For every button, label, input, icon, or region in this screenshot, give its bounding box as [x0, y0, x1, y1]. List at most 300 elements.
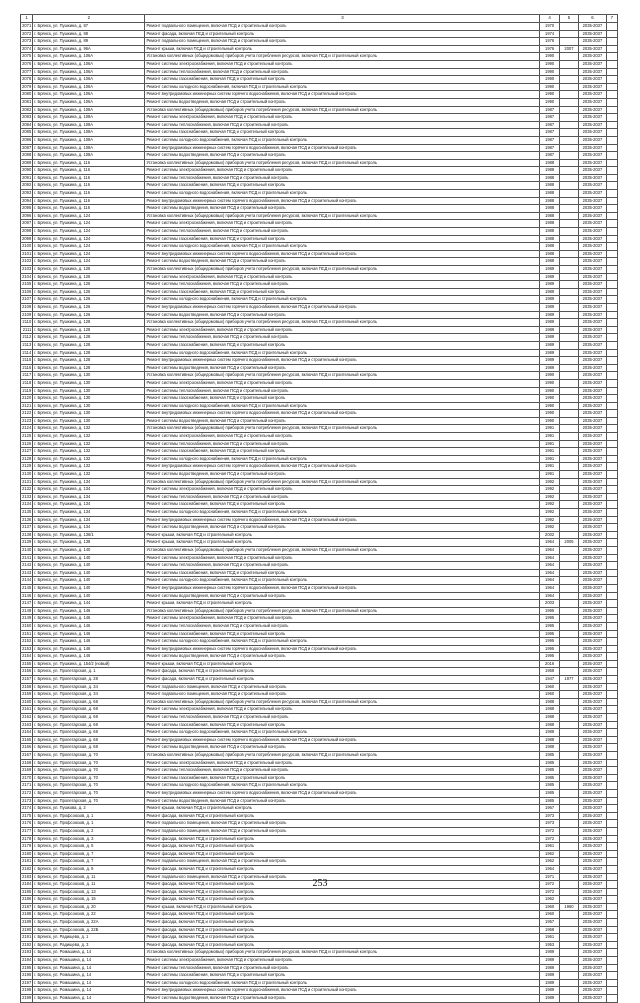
row-address: г. Брянск, ул. Пушкина, д. 108А: [33, 121, 145, 129]
row-work-type: Ремонт системы водоотведения, включая ПСД и строительный контроль: [145, 364, 540, 372]
row-extra: [606, 273, 617, 281]
table-row: [21, 83, 618, 91]
row-repair-year: [559, 182, 578, 190]
header-col-2: 2: [33, 15, 145, 23]
row-build-year: 1976: [540, 45, 559, 53]
row-build-year: 1990: [540, 410, 559, 418]
row-extra: [606, 934, 617, 942]
row-address: г. Брянск, ул. Пушкина, д. 140: [33, 554, 145, 562]
row-repair-year: [559, 752, 578, 760]
row-period: 2035-2037: [579, 379, 607, 387]
row-repair-year: [559, 516, 578, 524]
row-work-type: Ремонт системы газоснабжения, включая ПСД и строительный контроль: [145, 182, 540, 190]
row-build-year: 1985: [540, 789, 559, 797]
row-address: г. Брянск, ул. Пушкина, д. 132: [33, 433, 145, 441]
row-extra: [606, 577, 617, 585]
table-row: [21, 600, 618, 608]
row-extra: [606, 387, 617, 395]
row-number: 2129: [21, 463, 33, 471]
row-address: г. Брянск, ул. Ромашина, д. 14: [33, 964, 145, 972]
row-period: 2035-2037: [579, 501, 607, 509]
row-number: 2195: [21, 964, 33, 972]
row-address: г. Брянск, ул. Пушкина, д. 126: [33, 303, 145, 311]
row-number: 2135: [21, 509, 33, 517]
row-address: г. Брянск, ул. Пушкина, д. 126: [33, 273, 145, 281]
row-work-type: Ремонт системы теплоснабжения, включая ПСД и строительный контроль: [145, 562, 540, 570]
row-address: г. Брянск, ул. Пушкина, д. 126: [33, 296, 145, 304]
row-work-type: Ремонт фасада, включая ПСД и строительный контроль: [145, 668, 540, 676]
row-work-type: Ремонт фасада, включая ПСД и строительный контроль: [145, 881, 540, 889]
table-row: [21, 721, 618, 729]
row-period: 2035-2037: [579, 827, 607, 835]
row-work-type: Установка коллективных (общедомовых) приборов учета потребления ресурсов, включая ПСД и строительный контроль: [145, 949, 540, 957]
row-number: 2132: [21, 486, 33, 494]
table-row: [21, 653, 618, 661]
row-period: 2035-2037: [579, 964, 607, 972]
row-period: 2035-2037: [579, 638, 607, 646]
table-row: [21, 622, 618, 630]
row-address: г. Брянск, ул. Радищева, д. 3: [33, 941, 145, 949]
row-extra: [606, 30, 617, 38]
row-build-year: 1973: [540, 820, 559, 828]
table-row: [21, 311, 618, 319]
row-address: г. Брянск, ул. Пушкина, д. 132: [33, 455, 145, 463]
row-extra: [606, 478, 617, 486]
row-period: 2035-2037: [579, 546, 607, 554]
row-number: 2162: [21, 714, 33, 722]
row-number: 2165: [21, 736, 33, 744]
row-work-type: Ремонт подвального помещения, включая ПСД и строительный контроль: [145, 23, 540, 31]
table-row: [21, 23, 618, 31]
row-work-type: Установка коллективных (общедомовых) приборов учета потребления ресурсов, включая ПСД и строительный контроль: [145, 159, 540, 167]
row-address: г. Брянск, ул. Профсоюзов, д. 1: [33, 812, 145, 820]
row-extra: [606, 896, 617, 904]
row-repair-year: [559, 964, 578, 972]
row-work-type: Ремонт крыши, включая ПСД и строительный контроль: [145, 660, 540, 668]
row-number: 2085: [21, 129, 33, 137]
row-work-type: Ремонт системы холодного водоснабжения, включая ПСД и строительный контроль: [145, 509, 540, 517]
row-address: г. Брянск, ул. Пушкина, д. 140: [33, 546, 145, 554]
row-extra: [606, 357, 617, 365]
table-row: [21, 121, 618, 129]
row-build-year: 1970: [540, 23, 559, 31]
row-period: 2035-2037: [579, 364, 607, 372]
row-extra: [606, 509, 617, 517]
row-address: г. Брянск, ул. Пушкина, д. 124: [33, 228, 145, 236]
row-period: 2035-2037: [579, 235, 607, 243]
table-row: [21, 926, 618, 934]
table-row: [21, 774, 618, 782]
table-row: [21, 941, 618, 949]
row-number: 2141: [21, 554, 33, 562]
row-build-year: 1973: [540, 812, 559, 820]
row-number: 2089: [21, 159, 33, 167]
table-row: [21, 60, 618, 68]
row-repair-year: [559, 379, 578, 387]
row-repair-year: [559, 357, 578, 365]
row-number: 2079: [21, 83, 33, 91]
row-period: 2035-2037: [579, 744, 607, 752]
row-work-type: Ремонт фасада, включая ПСД и строительный контроль: [145, 888, 540, 896]
row-number: 2099: [21, 235, 33, 243]
row-repair-year: [559, 827, 578, 835]
row-address: г. Брянск, ул. Пролетарская, д. 70: [33, 767, 145, 775]
row-period: 2035-2037: [579, 38, 607, 46]
row-build-year: 1988: [540, 258, 559, 266]
table-row: [21, 972, 618, 980]
row-build-year: 1988: [540, 182, 559, 190]
row-extra: [606, 995, 617, 1003]
row-number: 2083: [21, 114, 33, 122]
row-extra: [606, 296, 617, 304]
row-period: 2035-2037: [579, 190, 607, 198]
row-address: г. Брянск, ул. Пролетарская, д. 70: [33, 797, 145, 805]
row-build-year: 1989: [540, 972, 559, 980]
row-repair-year: [559, 341, 578, 349]
row-work-type: Ремонт подвального помещения, включая ПСД и строительный контроль: [145, 820, 540, 828]
table-row: [21, 607, 618, 615]
row-address: г. Брянск, ул. Пролетарская, д. 68: [33, 714, 145, 722]
table-row: [21, 425, 618, 433]
table-row: [21, 174, 618, 182]
row-address: г. Брянск, ул. Пушкина, д. 124: [33, 220, 145, 228]
table-row: [21, 729, 618, 737]
row-extra: [606, 98, 617, 106]
row-extra: [606, 281, 617, 289]
row-extra: [606, 987, 617, 995]
row-number: 2073: [21, 38, 33, 46]
row-period: 2035-2037: [579, 486, 607, 494]
row-extra: [606, 349, 617, 357]
table-row: [21, 865, 618, 873]
row-period: 2035-2037: [579, 167, 607, 175]
row-repair-year: [559, 334, 578, 342]
row-extra: [606, 600, 617, 608]
table-row: [21, 402, 618, 410]
table-row: [21, 433, 618, 441]
row-number: 2196: [21, 972, 33, 980]
row-repair-year: [559, 190, 578, 198]
row-address: г. Брянск, ул. Профсоюзов, д. 1: [33, 820, 145, 828]
row-number: 2193: [21, 949, 33, 957]
row-number: 2094: [21, 197, 33, 205]
row-address: г. Брянск, ул. Пушкина, д. 116: [33, 190, 145, 198]
row-repair-year: [559, 554, 578, 562]
row-extra: [606, 486, 617, 494]
row-work-type: Ремонт системы холодного водоснабжения, включая ПСД и строительный контроль: [145, 782, 540, 790]
row-extra: [606, 835, 617, 843]
row-extra: [606, 767, 617, 775]
row-address: г. Брянск, ул. Пролетарская, д. 70: [33, 774, 145, 782]
table-row: [21, 190, 618, 198]
row-address: г. Брянск, ул. Пушкина, д. 106А: [33, 83, 145, 91]
row-period: 2035-2037: [579, 463, 607, 471]
row-build-year: 1992: [540, 486, 559, 494]
row-build-year: 1988: [540, 250, 559, 258]
row-number: 2160: [21, 698, 33, 706]
row-address: г. Брянск, ул. Пушкина, д. 128: [33, 319, 145, 327]
row-repair-year: [559, 721, 578, 729]
table-row: [21, 782, 618, 790]
row-work-type: Ремонт системы теплоснабжения, включая ПСД и строительный контроль: [145, 767, 540, 775]
row-extra: [606, 45, 617, 53]
row-extra: [606, 714, 617, 722]
table-row: [21, 349, 618, 357]
row-work-type: Ремонт внутридомовых инженерных систем горячего водоснабжения, включая ПСД и строительный контроль: [145, 987, 540, 995]
row-build-year: 1990: [540, 68, 559, 76]
row-repair-year: 1960: [559, 903, 578, 911]
table-row: [21, 129, 618, 137]
table-row: [21, 471, 618, 479]
row-repair-year: [559, 144, 578, 152]
row-build-year: 1985: [540, 797, 559, 805]
row-address: г. Брянск, ул. Пушкина, д. 154/2 (новый): [33, 660, 145, 668]
row-number: 2144: [21, 577, 33, 585]
table-row: [21, 326, 618, 334]
row-repair-year: [559, 319, 578, 327]
row-period: 2035-2037: [579, 691, 607, 699]
row-build-year: 1972: [540, 881, 559, 889]
row-build-year: 1991: [540, 433, 559, 441]
row-address: г. Брянск, ул. Ромашина, д. 14: [33, 979, 145, 987]
row-extra: [606, 174, 617, 182]
row-number: 2081: [21, 98, 33, 106]
row-period: 2035-2037: [579, 23, 607, 31]
row-address: г. Брянск, ул. Пролетарская, д. 34: [33, 691, 145, 699]
row-build-year: 1988: [540, 698, 559, 706]
row-extra: [606, 91, 617, 99]
row-number: 2147: [21, 600, 33, 608]
row-repair-year: [559, 266, 578, 274]
row-build-year: 1987: [540, 136, 559, 144]
table-row: [21, 516, 618, 524]
row-period: 2035-2037: [579, 197, 607, 205]
row-work-type: Ремонт системы водоотведения, включая ПСД и строительный контроль: [145, 311, 540, 319]
table-row: [21, 858, 618, 866]
row-work-type: Ремонт системы газоснабжения, включая ПСД и строительный контроль: [145, 448, 540, 456]
header-col-1: 1: [21, 15, 33, 23]
table-row: [21, 835, 618, 843]
row-period: 2035-2037: [579, 539, 607, 547]
table-row: [21, 364, 618, 372]
row-repair-year: [559, 660, 578, 668]
row-period: 2035-2037: [579, 159, 607, 167]
row-extra: [606, 949, 617, 957]
row-number: 2102: [21, 258, 33, 266]
row-work-type: Ремонт системы водоотведения, включая ПСД и строительный контроль: [145, 258, 540, 266]
row-work-type: Ремонт системы водоотведения, включая ПСД и строительный контроль: [145, 98, 540, 106]
row-number: 2078: [21, 76, 33, 84]
row-address: г. Брянск, ул. Профсоюзов, д. 5: [33, 843, 145, 851]
row-extra: [606, 455, 617, 463]
row-extra: [606, 622, 617, 630]
row-number: 2174: [21, 805, 33, 813]
row-repair-year: [559, 364, 578, 372]
row-build-year: 1961: [540, 843, 559, 851]
row-address: г. Брянск, ул. Пушкина, д. 116: [33, 182, 145, 190]
row-repair-year: [559, 493, 578, 501]
row-repair-year: [559, 531, 578, 539]
row-address: г. Брянск, ул. Пушкина, д. 106А: [33, 53, 145, 61]
row-work-type: Ремонт системы газоснабжения, включая ПСД и строительный контроль: [145, 501, 540, 509]
table-row: [21, 539, 618, 547]
row-work-type: Ремонт внутридомовых инженерных систем горячего водоснабжения, включая ПСД и строительный контроль: [145, 303, 540, 311]
row-period: 2035-2037: [579, 774, 607, 782]
row-period: 2035-2037: [579, 121, 607, 129]
row-period: 2035-2037: [579, 266, 607, 274]
row-address: г. Брянск, ул. Пролетарская, д. 70: [33, 782, 145, 790]
row-repair-year: [559, 782, 578, 790]
row-period: 2035-2037: [579, 736, 607, 744]
row-number: 2153: [21, 645, 33, 653]
row-address: г. Брянск, ул. Пролетарская, д. 70: [33, 759, 145, 767]
table-row: [21, 919, 618, 927]
row-number: 2118: [21, 379, 33, 387]
row-address: г. Брянск, ул. Пушкина, д. 130: [33, 395, 145, 403]
table-row: [21, 303, 618, 311]
row-number: 2115: [21, 357, 33, 365]
row-repair-year: [559, 896, 578, 904]
row-number: 2119: [21, 387, 33, 395]
row-extra: [606, 341, 617, 349]
row-work-type: Ремонт системы электроснабжения, включая ПСД и строительный контроль: [145, 957, 540, 965]
row-repair-year: [559, 820, 578, 828]
row-address: г. Брянск, ул. Пушкина, д. 96А: [33, 45, 145, 53]
row-number: 2157: [21, 676, 33, 684]
row-repair-year: [559, 759, 578, 767]
row-build-year: 1990: [540, 76, 559, 84]
row-period: 2035-2037: [579, 949, 607, 957]
row-repair-year: [559, 698, 578, 706]
table-row: [21, 995, 618, 1003]
row-repair-year: [559, 23, 578, 31]
header-col-3: 3: [145, 15, 540, 23]
row-number: 2093: [21, 190, 33, 198]
row-extra: [606, 471, 617, 479]
row-address: г. Брянск, ул. Пушкина, д. 138: [33, 539, 145, 547]
row-extra: [606, 941, 617, 949]
row-number: 2130: [21, 471, 33, 479]
row-number: 2146: [21, 592, 33, 600]
row-period: 2035-2037: [579, 60, 607, 68]
row-period: 2035-2037: [579, 835, 607, 843]
row-period: 2035-2037: [579, 471, 607, 479]
row-address: г. Брянск, ул. Радищева, д. 1: [33, 934, 145, 942]
row-build-year: 1964: [540, 546, 559, 554]
row-work-type: Ремонт системы холодного водоснабжения, включая ПСД и строительный контроль: [145, 190, 540, 198]
table-row: [21, 979, 618, 987]
row-build-year: 1995: [540, 630, 559, 638]
table-row: [21, 736, 618, 744]
row-address: г. Брянск, ул. Профсоюзов, д. 9: [33, 865, 145, 873]
row-build-year: 1990: [540, 417, 559, 425]
row-number: 2120: [21, 395, 33, 403]
row-address: г. Брянск, ул. Профсоюзов, д. 7: [33, 858, 145, 866]
row-build-year: 1988: [540, 714, 559, 722]
row-repair-year: [559, 152, 578, 160]
row-extra: [606, 546, 617, 554]
row-address: г. Брянск, ул. Ромашина, д. 14: [33, 995, 145, 1003]
row-number: 2191: [21, 934, 33, 942]
row-build-year: 1989: [540, 949, 559, 957]
table-row: [21, 266, 618, 274]
row-extra: [606, 957, 617, 965]
table-row: [21, 486, 618, 494]
row-extra: [606, 668, 617, 676]
row-address: г. Брянск, ул. Пушкина, д. 87: [33, 23, 145, 31]
row-number: 2098: [21, 228, 33, 236]
table-row: [21, 911, 618, 919]
row-number: 2101: [21, 250, 33, 258]
row-work-type: Ремонт внутридомовых инженерных систем горячего водоснабжения, включая ПСД и строительный контроль: [145, 789, 540, 797]
row-work-type: Ремонт системы теплоснабжения, включая ПСД и строительный контроль: [145, 714, 540, 722]
row-number: 2185: [21, 888, 33, 896]
row-repair-year: [559, 243, 578, 251]
row-work-type: Ремонт системы холодного водоснабжения, включая ПСД и строительный контроль: [145, 83, 540, 91]
row-build-year: 1964: [540, 569, 559, 577]
row-number: 2082: [21, 106, 33, 114]
row-extra: [606, 463, 617, 471]
row-address: г. Брянск, ул. Пушкина, д. 88: [33, 30, 145, 38]
row-number: 2088: [21, 152, 33, 160]
row-work-type: Ремонт системы холодного водоснабжения, включая ПСД и строительный контроль: [145, 296, 540, 304]
table-row: [21, 463, 618, 471]
row-repair-year: [559, 402, 578, 410]
row-extra: [606, 782, 617, 790]
row-extra: [606, 60, 617, 68]
row-number: 2184: [21, 881, 33, 889]
row-work-type: Ремонт крыши, включая ПСД и строительный контроль: [145, 531, 540, 539]
row-period: 2035-2037: [579, 888, 607, 896]
row-address: г. Брянск, ул. Профсоюзов, д. 11: [33, 873, 145, 881]
row-address: г. Брянск, ул. Пушкина, д. 130: [33, 372, 145, 380]
row-extra: [606, 812, 617, 820]
row-number: 2142: [21, 562, 33, 570]
row-repair-year: [559, 653, 578, 661]
row-period: 2035-2037: [579, 45, 607, 53]
row-period: 2035-2037: [579, 698, 607, 706]
row-work-type: Ремонт внутридомовых инженерных систем горячего водоснабжения, включая ПСД и строительный контроль: [145, 197, 540, 205]
table-row: [21, 258, 618, 266]
row-extra: [606, 433, 617, 441]
row-address: г. Брянск, ул. Пушкина, д. 134: [33, 478, 145, 486]
row-period: 2035-2037: [579, 653, 607, 661]
row-number: 2072: [21, 30, 33, 38]
row-repair-year: [559, 691, 578, 699]
table-row: [21, 417, 618, 425]
row-period: 2035-2037: [579, 410, 607, 418]
row-build-year: 1989: [540, 311, 559, 319]
row-build-year: 1988: [540, 729, 559, 737]
row-number: 2159: [21, 691, 33, 699]
table-row: [21, 964, 618, 972]
row-number: 2086: [21, 136, 33, 144]
row-build-year: 1988: [540, 197, 559, 205]
row-build-year: 1991: [540, 455, 559, 463]
table-row: [21, 949, 618, 957]
row-build-year: 1988: [540, 744, 559, 752]
row-build-year: 1990: [540, 395, 559, 403]
row-period: 2035-2037: [579, 531, 607, 539]
row-build-year: 1995: [540, 645, 559, 653]
row-address: г. Брянск, ул. Пушкина, д. 128: [33, 334, 145, 342]
row-build-year: 1988: [540, 159, 559, 167]
row-build-year: 1995: [540, 615, 559, 623]
row-work-type: Ремонт системы водоотведения, включая ПСД и строительный контроль: [145, 471, 540, 479]
row-extra: [606, 683, 617, 691]
table-row: [21, 220, 618, 228]
row-address: г. Брянск, ул. Пролетарская, д. 1: [33, 668, 145, 676]
